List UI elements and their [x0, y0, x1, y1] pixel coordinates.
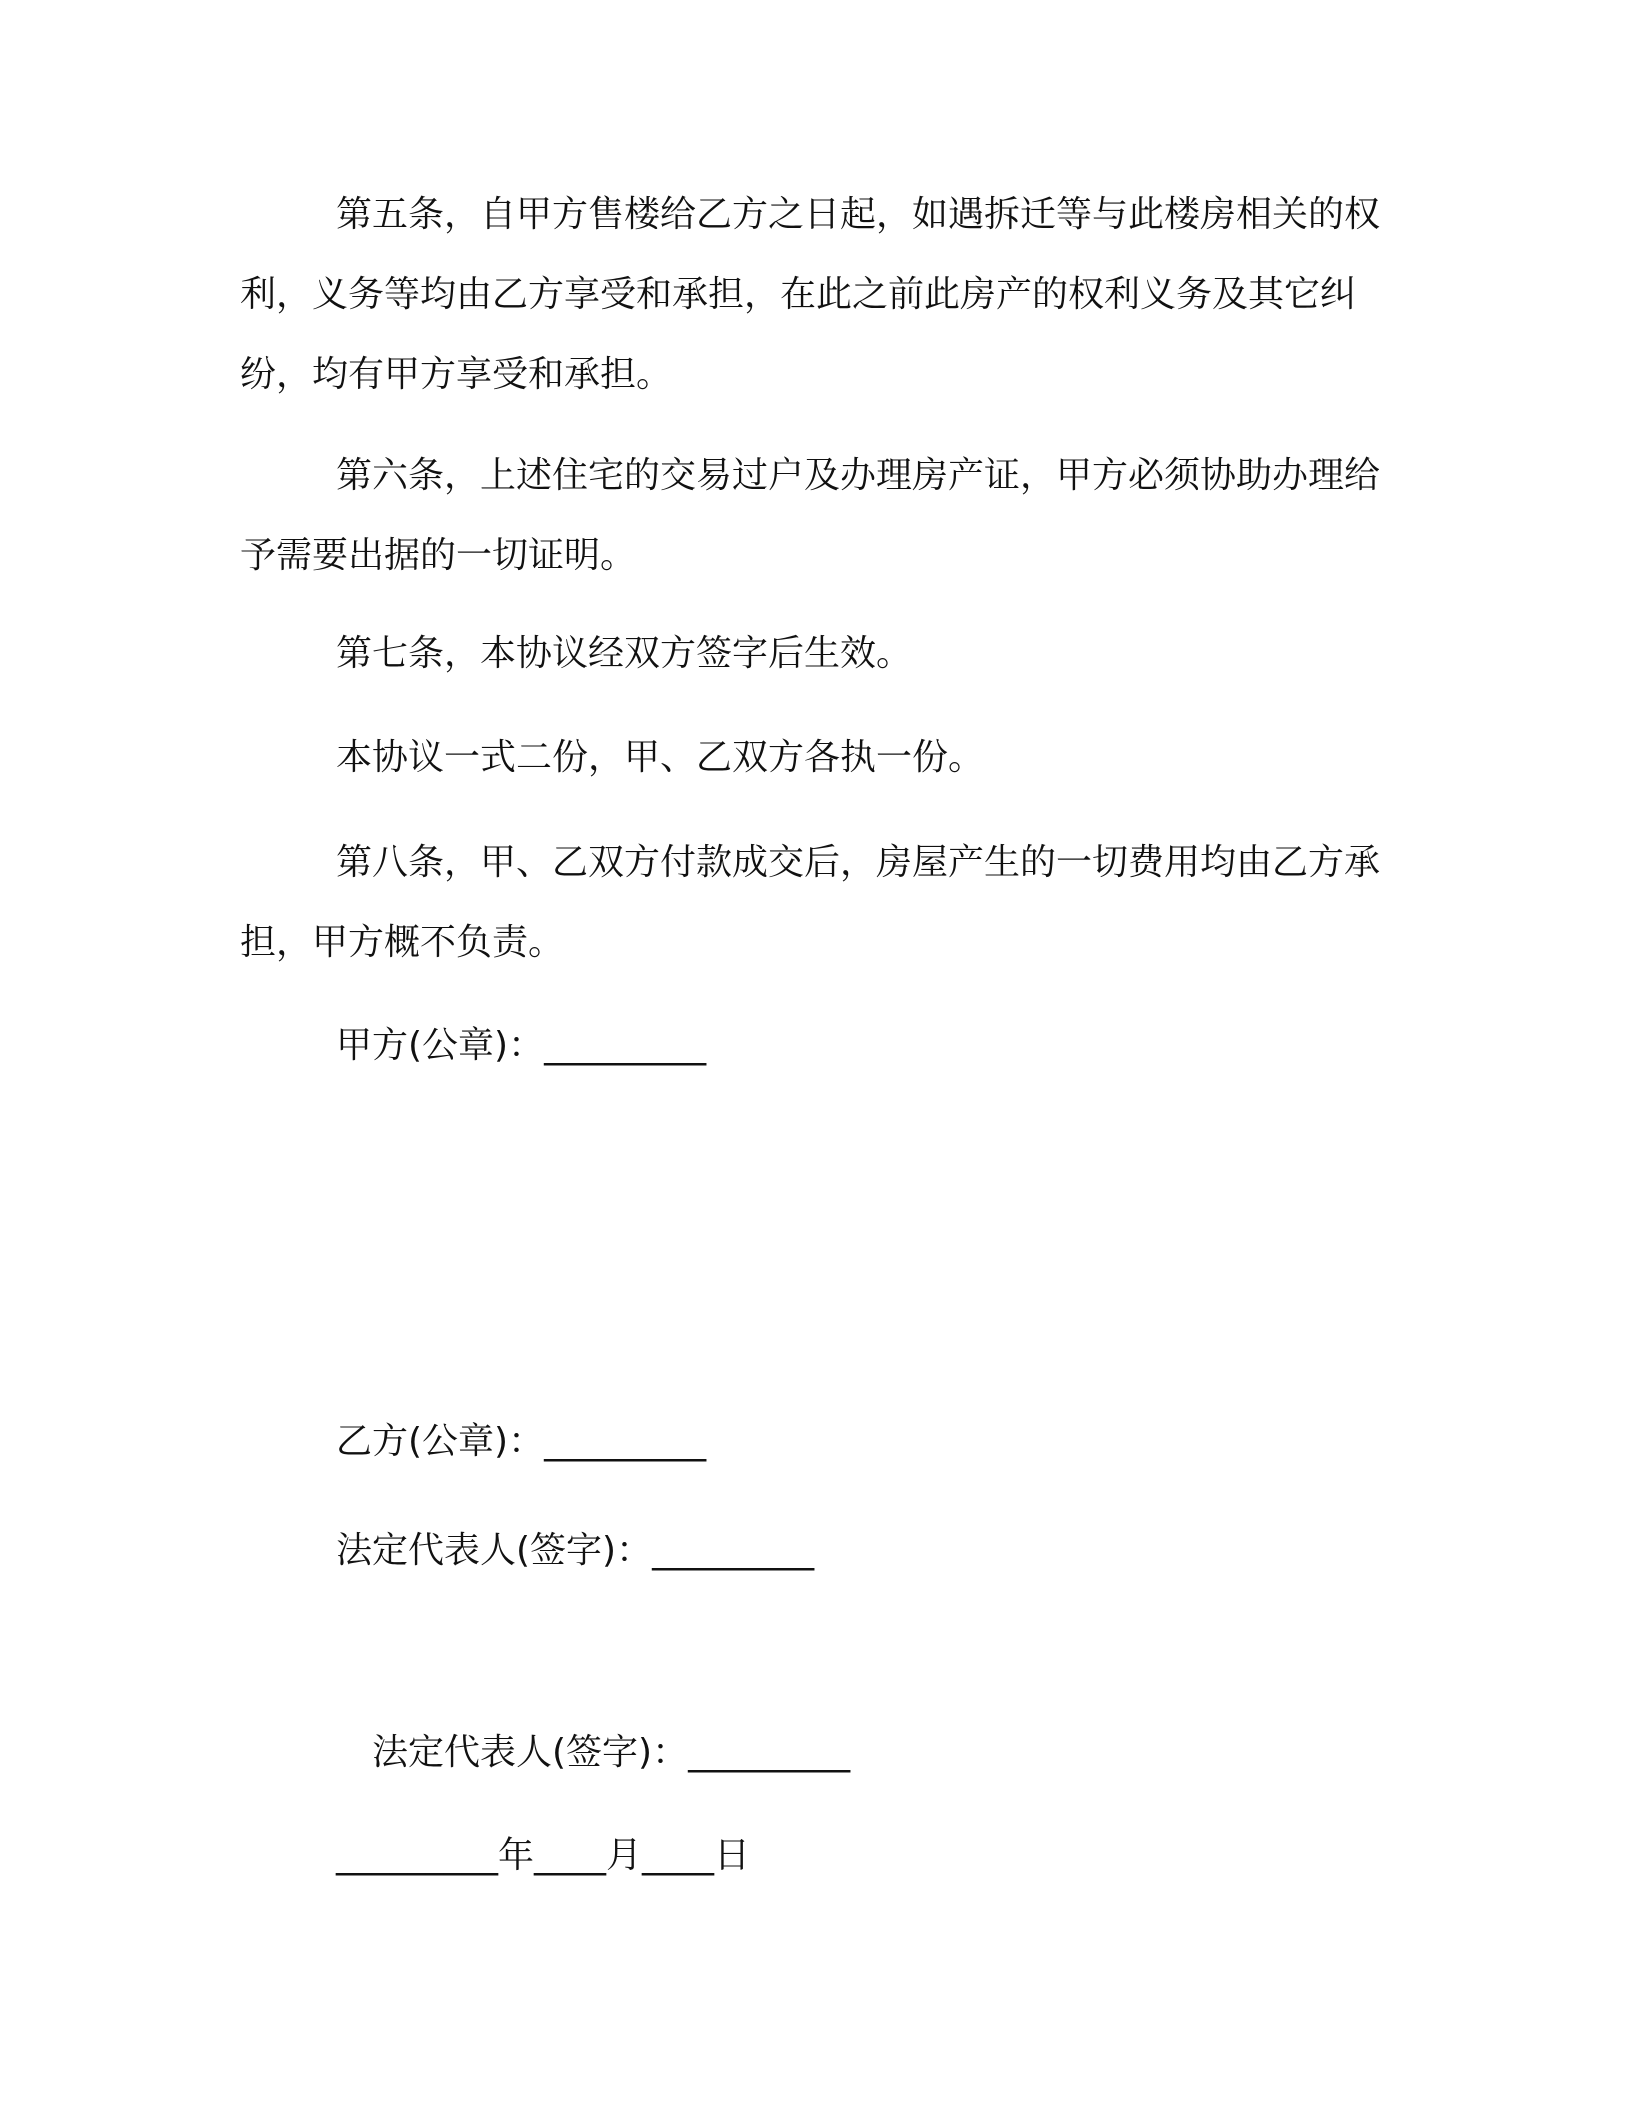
party-a-seal-line: 甲方(公章)：_________ [336, 1025, 707, 1066]
clause-article-5: 第五条，自甲方售楼给乙方之日起，如遇拆迁等与此楼房相关的权利，义务等均由乙方享受和承担，在此之前此房产的权利义务及其它纠纷，均有甲方享受和承担。 [240, 194, 1381, 395]
legal-rep-signature-line-2: 法定代表人(签字)：_________ [372, 1732, 851, 1773]
clause-copies: 本协议一式二份，甲、乙双方各执一份。 [336, 737, 985, 778]
clause-article-6: 第六条，上述住宅的交易过户及办理房产证，甲方必须协助办理给予需要出据的一切证明。 [240, 455, 1381, 576]
clause-article-7: 第七条，本协议经双方签字后生效。 [336, 633, 913, 674]
clause-article-8: 第八条，甲、乙双方付款成交后，房屋产生的一切费用均由乙方承担，甲方概不负责。 [240, 842, 1381, 963]
date-line: _________年____月____日 [336, 1835, 750, 1876]
party-b-seal-line: 乙方(公章)：_________ [336, 1421, 707, 1462]
legal-rep-signature-line: 法定代表人(签字)：_________ [336, 1530, 815, 1571]
